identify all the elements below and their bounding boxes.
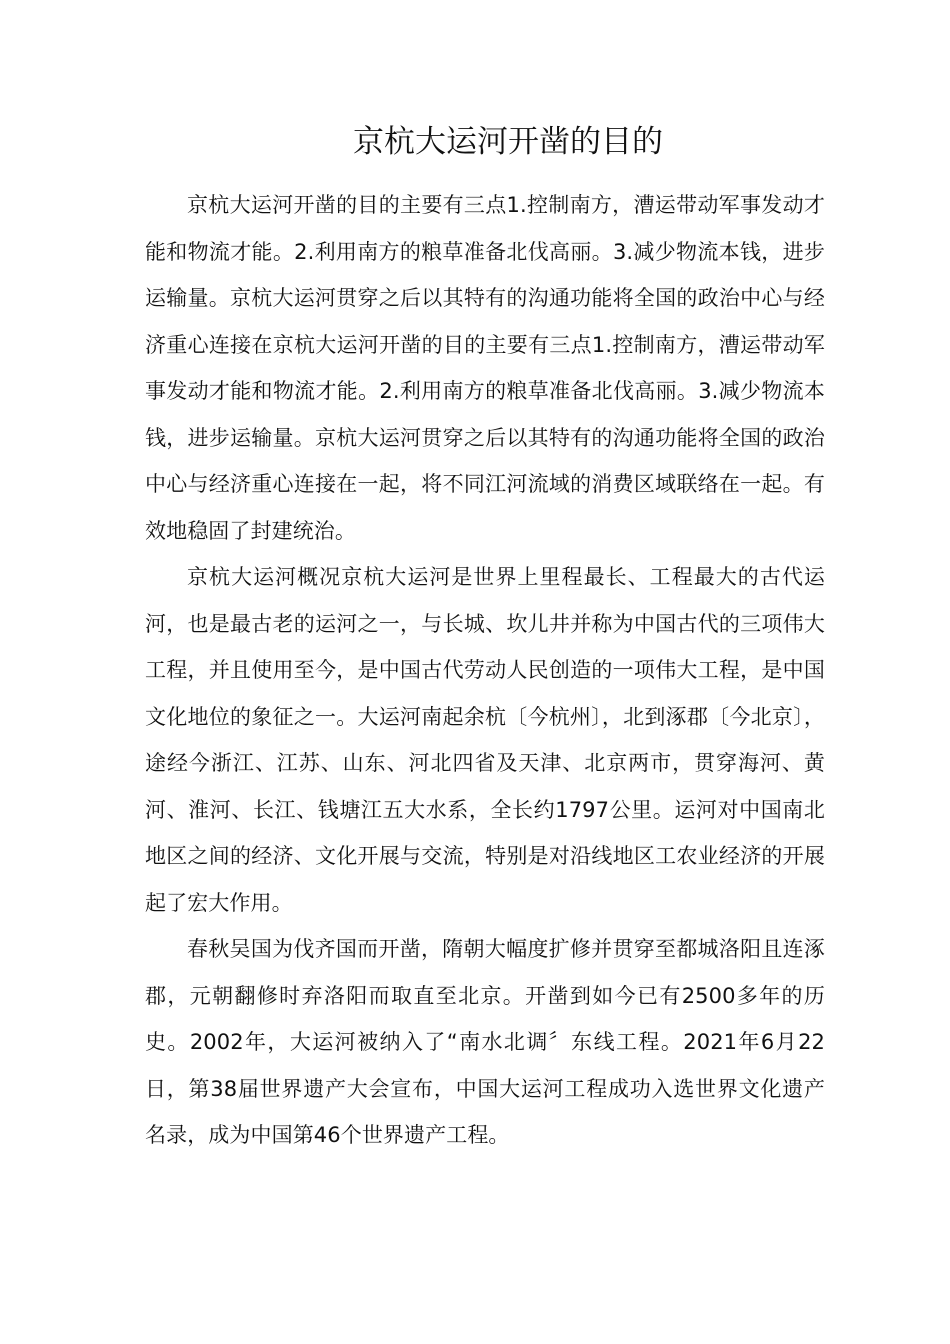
document-title: 京杭大运河开凿的目的 [353,124,663,160]
document-body [145,182,825,1159]
paragraph-2: 京杭大运河概况京杭大运河是世界上里程最长、工程最大的古代运河，也是最古老的运河之一，与长城、坎儿井并称为中国古代的三项伟大工程，并且使用至今，是中国古代劳动人民创造的一项伟大工程，是中国文化地位的象征之一。大运河南起余杭〔今杭州〕，北到涿郡〔今北京〕，途经今浙江、江苏、山东、河北四省及天津、北京两市，贯穿海河、黄河、淮河、长江、钱塘江五大水系，全长约1797公里。运河对中国南北地区之间的经济、文化开展与交流，特别是对沿线地区工农业经济的开展起了宏大作用。 [145,565,825,915]
paragraph-1: 京杭大运河开凿的目的主要有三点1.控制南方，漕运带动军事发动才能和物流才能。2.利用南方的粮草准备北伐高丽。3.减少物流本钱，进步运输量。京杭大运河贯穿之后以其特有的沟通功能将全国的政治中心与经济重心连接在京杭大运河开凿的目的主要有三点1.控制南方，漕运带动军事发动才能和物流才能。2.利用南方的粮草准备北伐高丽。3.减少物流本钱，进步运输量。京杭大运河贯穿之后以其特有的沟通功能将全国的政治中心与经济重心连接在一起，将不同江河流域的消费区域联络在一起。有效地稳固了封建统治。 [145,193,825,543]
paragraph-3: 春秋吴国为伐齐国而开凿，隋朝大幅度扩修并贯穿至都城洛阳且连涿郡，元朝翻修时弃洛阳而取直至北京。开凿到如今已有2500多年的历史。2002年，大运河被纳入了“南水北调〞东线工程。2021年6月22日，第38届世界遗产大会宣布，中国大运河工程成功入选世界文化遗产名录，成为中国第46个世界遗产工程。 [145,937,825,1147]
